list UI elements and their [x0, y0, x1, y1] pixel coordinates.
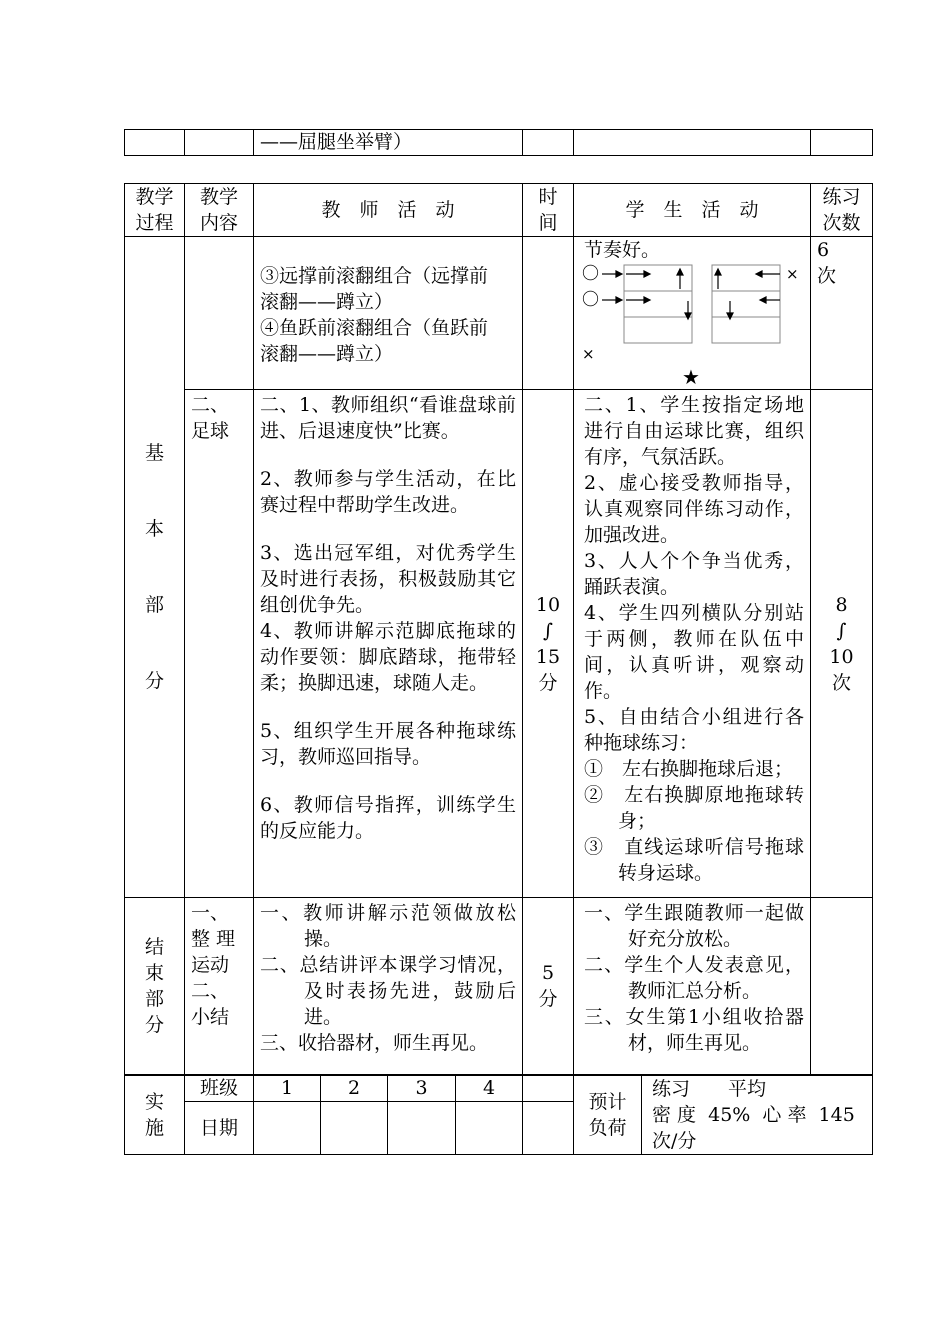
date-label: 日期 [185, 1101, 254, 1154]
basic-student: 二、1、学生按指定场地进行自由运球比赛，组织有序，气氛活跃。 2、虚心接受教师指导，认真观察同伴练习动作，加强改进。 3、人人个个争当优秀，踊跃表演。 4、学生四列横队分别站于两侧，教师在队伍中间，认真听讲，观察动作。 5、自由结合小组进行各种拖球练习： ① 左右换脚拖球后退； ② 左右换脚原地拖球转身； ③ 直线运球听信号拖球转身运球。 [574, 390, 811, 898]
lane-box-left-3 [624, 317, 692, 343]
row1-content [185, 237, 254, 390]
lane-box-left-1 [624, 265, 692, 291]
top-cell-process [125, 130, 185, 156]
header-count: 练习 次数 [811, 184, 873, 237]
load-text: 练习 平均 密 度 45% 心 率 145 次/分 [642, 1076, 873, 1155]
date-blank [523, 1101, 574, 1154]
basic-count: 8 ∫ 10 次 [811, 390, 873, 898]
lane-box-left-2 [624, 291, 692, 317]
top-fragment-table [124, 129, 873, 156]
row-football [125, 390, 873, 898]
top-fragment-text: ——屈腿坐举臂） [260, 131, 413, 153]
section-ending: 结 束 部 分 [125, 898, 185, 1075]
date-1 [254, 1101, 321, 1154]
header-student: 学 生 活 动 [574, 184, 811, 237]
lesson-plan-table [124, 183, 873, 1075]
class-4: 4 [456, 1076, 523, 1102]
row1-student-text: 节奏好。 [584, 239, 661, 261]
row1-time [523, 237, 574, 390]
row-gymnastics [125, 237, 873, 390]
date-4 [456, 1101, 523, 1154]
formation-diagram [582, 263, 806, 387]
teacher-star-icon: ★ [682, 365, 700, 387]
header-time: 时 间 [523, 184, 574, 237]
implementation-table [124, 1075, 873, 1155]
header-content: 教学 内容 [185, 184, 254, 237]
ending-count [811, 898, 873, 1075]
top-cell-count [811, 130, 873, 156]
date-2 [321, 1101, 388, 1154]
row1-count: 6 次 [811, 237, 873, 390]
lane-box-right-3 [712, 317, 780, 343]
formation-svg [582, 263, 804, 387]
header-row [125, 184, 873, 237]
basic-time: 10 ∫ 15 分 [523, 390, 574, 898]
basic-teacher: 二、1、教师组织“看谁盘球前进、后退速度快”比赛。 2、教师参与学生活动，在比赛过程中帮助学生改进。 3、选出冠军组，对优秀学生及时进行表扬，积极鼓励其它组创优争先。 4、教师讲解示范脚底拖球的动作要领：脚底踏球，拖带轻柔；换脚迅速，球随人走。 5、组织学生开展各种拖球练习，教师巡回指导。 6、教师信号指挥，训练学生的反应能力。 [254, 390, 523, 898]
circle-marker-1: 〇 [582, 264, 599, 284]
section-basic: 基 本 部 分 [125, 237, 185, 898]
header-teacher: 教 师 活 动 [254, 184, 523, 237]
row1-teacher: ③远撑前滚翻组合（远撑前 滚翻——蹲立） ④鱼跃前滚翻组合（鱼跃前 滚翻——蹲立） [254, 237, 523, 390]
basic-content: 二、 足球 [185, 390, 254, 898]
lane-box-right-2 [712, 291, 780, 317]
ending-time: 5 分 [523, 898, 574, 1075]
row-ending [125, 898, 873, 1075]
top-cell-student [574, 130, 811, 156]
top-cell-content [185, 130, 254, 156]
header-process: 教学 过程 [125, 184, 185, 237]
ending-teacher: 一、教师讲解示范领做放松操。 二、总结讲评本课学习情况，及时表扬先进，鼓励后进。 三、收拾器材，师生再见。 [254, 898, 523, 1075]
lane-box-right-1 [712, 265, 780, 291]
ending-content: 一、 整 理 运动 二、 小结 [185, 898, 254, 1075]
class-3: 3 [388, 1076, 456, 1102]
class-2: 2 [321, 1076, 388, 1102]
load-label: 预计 负荷 [574, 1076, 642, 1155]
ending-student: 一、学生跟随教师一起做好充分放松。 二、学生个人发表意见，教师汇总分析。 三、女生第1小组收拾器材，师生再见。 [574, 898, 811, 1075]
top-cell-teacher [254, 130, 523, 156]
class-blank [523, 1076, 574, 1102]
cross-marker-2: × [582, 345, 595, 363]
implement-label: 实 施 [125, 1076, 185, 1155]
class-1: 1 [254, 1076, 321, 1102]
row1-student [574, 237, 811, 390]
circle-marker-2: 〇 [582, 290, 599, 310]
cross-marker-1: × [786, 265, 799, 283]
top-cell-time [523, 130, 574, 156]
date-3 [388, 1101, 456, 1154]
class-label: 班级 [185, 1076, 254, 1102]
